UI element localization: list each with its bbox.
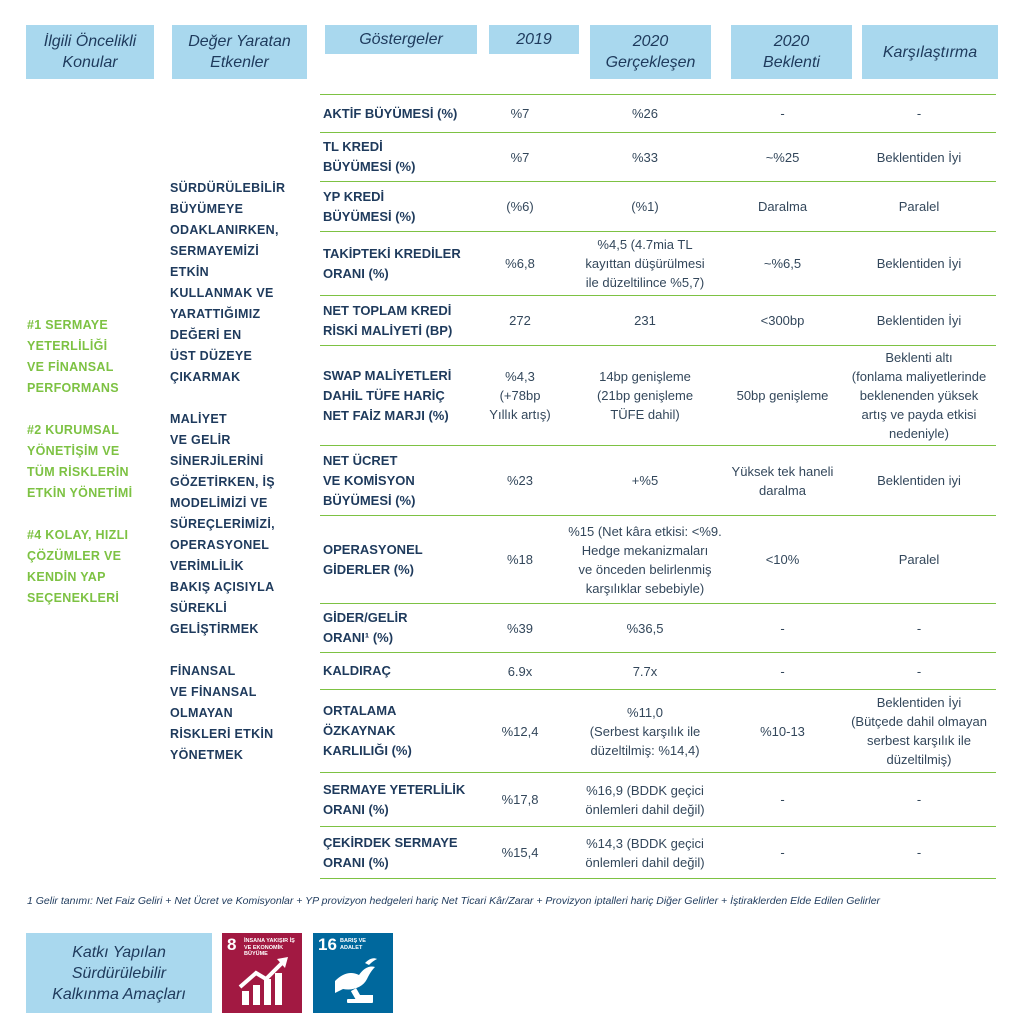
value-2020: (%1) (631, 199, 659, 214)
sdg-8-title: İNSANA YAKIŞIR İŞ VE EKONOMİK BÜYÜME (244, 938, 295, 957)
dove-gavel-icon (313, 933, 393, 1013)
value-2019: 6.9x (507, 663, 533, 679)
indicator-label: GİDER/GELİR ORANI¹ (%) (323, 610, 408, 645)
value-karsilastirma: - (916, 663, 922, 679)
indicator-label: ÇEKİRDEK SERMAYE ORANI (%) (323, 834, 458, 870)
priority-topic-1: #1 SERMAYE YETERLİLİĞİ VE FİNANSAL PERFORMANS (27, 318, 119, 395)
value-2020: 14bp genişleme (21bp genişleme TÜFE dahil) (596, 369, 694, 422)
value-beklenti: <300bp (760, 313, 805, 328)
value-driver-2: MALİYET VE GELİR SİNERJİLERİNİ GÖZETİRKEN, İŞ MODELİMİZİ VE SÜREÇLERİMİZİ, OPERASYONEL VERİMLİLİK BAKIŞ AÇISIYLA SÜREKLİ GELİŞTİRMEK (170, 412, 275, 636)
value-2020: %26 (631, 106, 659, 121)
sdg-label-box (26, 933, 212, 1013)
header-2020-beklenti (731, 25, 852, 79)
header-karsilastirma (862, 25, 998, 79)
value-2020: %15 (Net kâra etkisi: <%9. Hedge mekanizmaları ve önceden belirlenmiş karşılıklar sebebiyle) (568, 523, 722, 596)
value-2020: +%5 (631, 473, 659, 488)
table-row (320, 295, 996, 345)
value-beklenti: ~%6,5 (763, 256, 802, 271)
value-beklenti: ~%25 (765, 149, 800, 165)
value-2019: (%6) (506, 199, 534, 214)
indicator-label: ORTALAMA ÖZKAYNAK KARLILIĞI (%) (323, 703, 412, 758)
table-row (320, 181, 996, 231)
value-2020: 231 (634, 313, 656, 328)
value-2019: %15,4 (501, 845, 539, 860)
value-beklenti: - (780, 106, 785, 121)
header-gerceklesen-label: 2020 Gerçekleşen (605, 33, 696, 71)
table-row (320, 231, 996, 295)
value-beklenti: Yüksek tek haneli daralma (731, 463, 834, 498)
value-2019: %39 (506, 620, 534, 636)
value-2020: %36,5 (626, 620, 664, 636)
indicator-label: OPERASYONEL GİDERLER (%) (323, 541, 423, 577)
header-karsilastirma-label: Karşılaştırma (882, 43, 978, 61)
value-beklenti: - (780, 792, 785, 807)
header-gostergeler (325, 25, 477, 54)
indicator-label: TL KREDİ BÜYÜMESİ (%) (323, 139, 416, 174)
value-2019: %7 (510, 106, 530, 121)
growth-chart-icon (222, 933, 302, 1013)
value-2020: %16,9 (BDDK geçici önlemleri dahil değil) (585, 782, 705, 817)
value-beklenti: - (780, 845, 785, 860)
priority-topic-2: #2 KURUMSAL YÖNETİŞİM VE TÜM RİSKLERİN ETKİN YÖNETİMİ (27, 423, 133, 500)
table-row (320, 772, 996, 826)
sdg-16-number: 16 (318, 935, 337, 954)
header-ilgili-label: İlgili Öncelikli Konular (43, 33, 137, 71)
value-2019: %23 (506, 473, 534, 488)
table-row (320, 689, 996, 772)
table-row (320, 515, 996, 603)
value-driver-3: FİNANSAL VE FİNANSAL OLMAYAN RİSKLERİ ETKİN YÖNETMEK (170, 664, 274, 762)
value-karsilastirma: Paralel (898, 552, 940, 567)
value-2019: %17,8 (501, 792, 539, 807)
value-2019: 272 (509, 313, 531, 328)
value-karsilastirma: Paralel (898, 199, 940, 214)
sdg-8-tile (222, 933, 302, 1013)
value-beklenti: Daralma (757, 199, 808, 214)
value-2019: %4,3 (+78bp Yıllık artış) (489, 369, 551, 422)
value-2020: %11,0 (Serbest karşılık ile düzeltilmiş: %14,4) (589, 704, 701, 758)
value-2019: %18 (506, 552, 534, 567)
table-row (320, 603, 996, 652)
value-driver-1: SÜRDÜRÜLEBİLİR BÜYÜMEYE ODAKLANIRKEN, SERMAYEMİZİ ETKİN KULLANMAK VE YARATTIĞIMIZ DEĞERİ EN ÜST DÜZEYE ÇIKARMAK (170, 181, 286, 384)
indicator-label: KALDIRAÇ (323, 663, 391, 678)
table-row (320, 345, 996, 445)
header-2020-gerceklesen (590, 25, 711, 79)
sdg-16-tile (313, 933, 393, 1013)
value-karsilastirma: - (916, 792, 922, 807)
value-2019: %6,8 (505, 256, 535, 271)
indicator-label: AKTİF BÜYÜMESİ (%) (323, 105, 458, 121)
value-karsilastirma: Beklentiden İyi (876, 256, 962, 271)
value-2020: %14,3 (BDDK geçici önlemleri dahil değil) (585, 835, 705, 870)
table-bottom-divider (320, 878, 996, 879)
priority-topic-4: #4 KOLAY, HIZLI ÇÖZÜMLER VE KENDİN YAP SEÇENEKLERİ (27, 528, 129, 605)
value-2020: %33 (631, 149, 659, 165)
header-ilgili-konular (26, 25, 154, 79)
indicator-label: SWAP MALİYETLERİ DAHİL TÜFE HARİÇ NET FAİZ MARJI (%) (323, 367, 452, 423)
table-row (320, 652, 996, 689)
indicator-label: TAKİPTEKİ KREDİLER ORANI (%) (323, 245, 461, 281)
value-karsilastirma: Beklenti altı (fonlama maliyetlerinde beklenenden yüksek artış ve payda etkisi nedeniyle) (851, 350, 987, 441)
header-2019-label: 2019 (516, 31, 552, 48)
indicator-label: YP KREDİ BÜYÜMESİ (%) (323, 188, 416, 224)
value-beklenti: 50bp genişleme (736, 388, 829, 403)
value-beklenti: - (780, 620, 785, 636)
value-beklenti: %10-13 (760, 723, 805, 739)
value-karsilastirma: Beklentiden İyi (Bütçede dahil olmayan serbest karşılık ile düzeltilmiş) (851, 695, 987, 767)
table-row (320, 826, 996, 878)
sdg-label-text: Katkı Yapılan Sürdürülebilir Kalkınma Amaçları (52, 943, 186, 1003)
indicator-label: NET ÜCRET VE KOMİSYON BÜYÜMESİ (%) (323, 452, 416, 508)
value-beklenti: - (780, 663, 785, 679)
value-karsilastirma: - (916, 620, 922, 636)
value-2020: 7.7x (632, 663, 658, 679)
indicator-label: NET TOPLAM KREDİ RİSKİ MALİYETİ (BP) (323, 302, 453, 338)
value-karsilastirma: Beklentiden İyi (876, 313, 962, 328)
footnote: 1 Gelir tanımı: Net Faiz Geliri + Net Ücret ve Komisyonlar + YP provizyon hedgeleri hariç Net Ticari Kâr/Zarar + Provizyon iptalleri hariç Diğer Gelirler + İştiraklerden Elde Edilen Gelirler (27, 895, 881, 907)
header-deger-label: Değer Yaratan Etkenler (188, 33, 291, 71)
value-karsilastirma: Beklentiden İyi (876, 149, 962, 165)
sdg-16-title: BARIŞ VE ADALET (340, 938, 366, 951)
table-row (320, 94, 996, 132)
table-row (320, 132, 996, 181)
header-2019 (489, 25, 579, 54)
value-karsilastirma: - (916, 106, 922, 121)
value-2020: %4,5 (4.7mia TL kayıttan düşürülmesi ile düzeltilince %5,7) (585, 237, 705, 290)
value-beklenti: <10% (765, 552, 800, 567)
value-karsilastirma: - (916, 845, 922, 860)
value-karsilastirma: Beklentiden iyi (877, 473, 961, 488)
header-beklenti-label: 2020 Beklenti (763, 33, 820, 71)
value-2019: %12,4 (501, 723, 539, 739)
header-gostergeler-label: Göstergeler (359, 31, 443, 48)
sdg-8-number: 8 (227, 935, 237, 954)
header-deger-yaratan (172, 25, 307, 79)
indicator-label: SERMAYE YETERLİLİK ORANI (%) (323, 781, 466, 817)
value-2019: %7 (510, 149, 530, 165)
table-row (320, 445, 996, 515)
